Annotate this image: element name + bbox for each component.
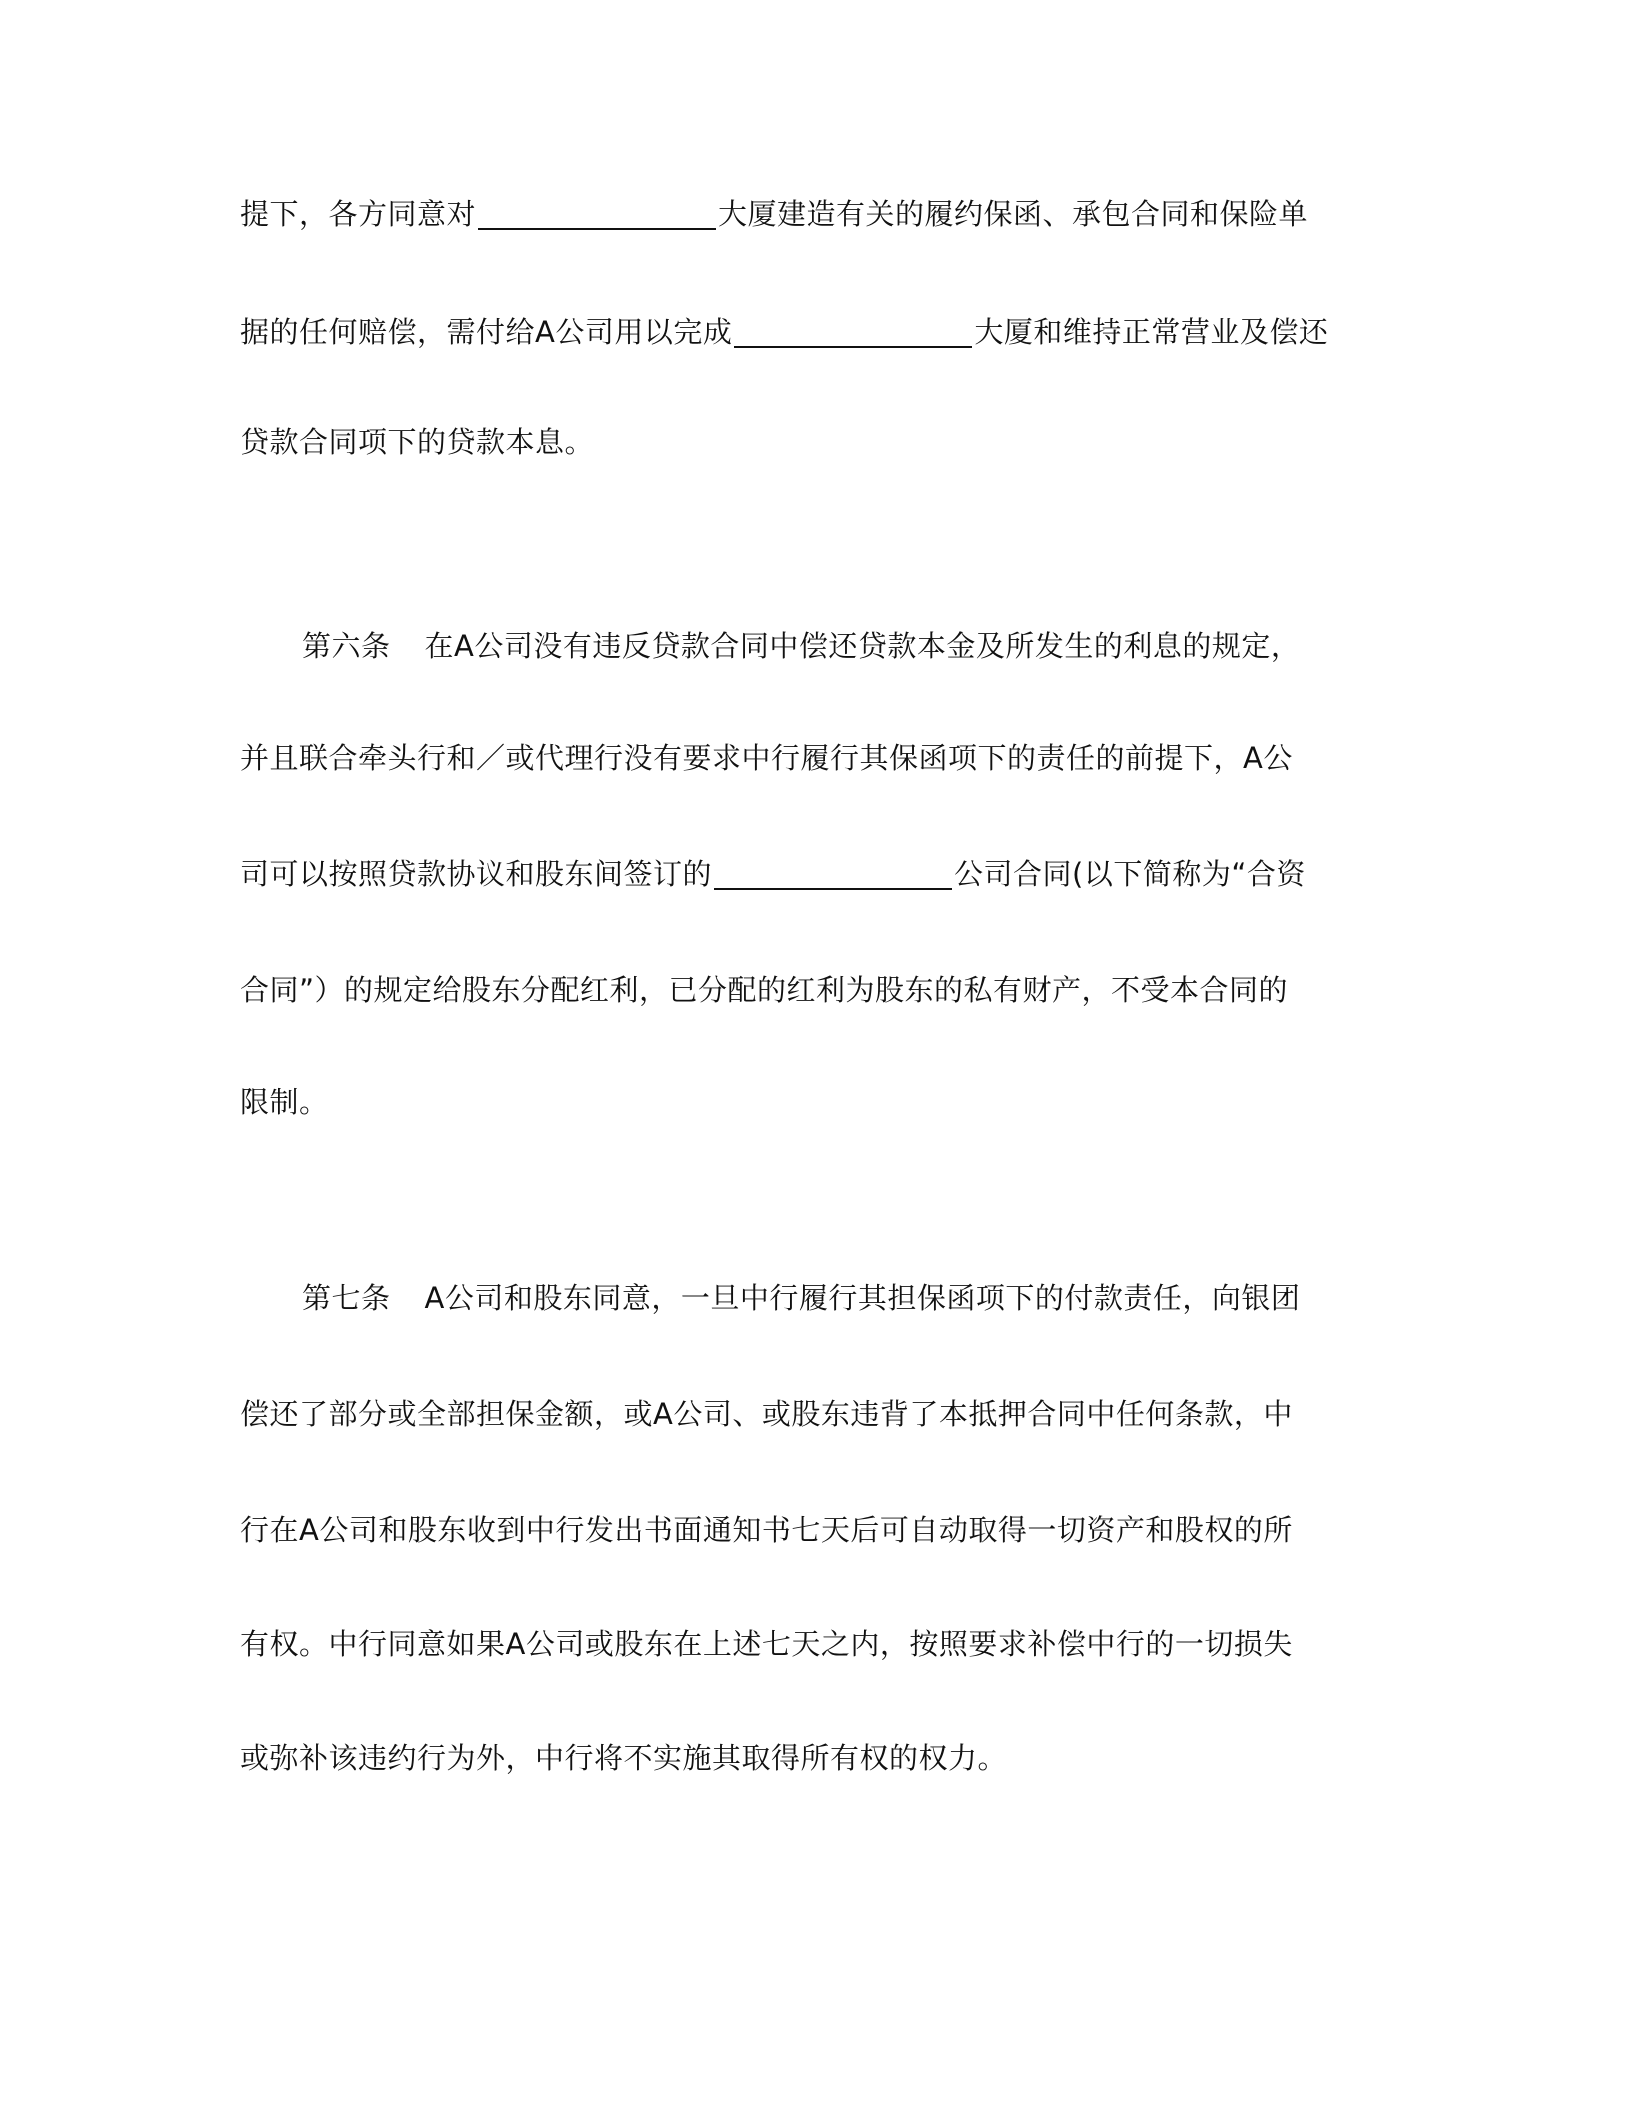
article7-line-4: 有权。中行同意如果A公司或股东在上述七天之内，按照要求补偿中行的一切损失	[240, 1627, 1293, 1661]
article6-line-5: 限制。	[240, 1085, 329, 1119]
article7-line-1	[302, 1268, 1300, 1328]
article5-line-1-text-a: 提下，各方同意对	[240, 197, 477, 231]
article5-line-1	[240, 184, 1308, 244]
article5-line-1-text-b: 大厦建造有关的履约保函、承包合同和保险单	[718, 197, 1309, 231]
article6-line-3-text-b: 公司合同(以下简称为“合资	[954, 857, 1306, 891]
article6-line-3-text-a: 司可以按照贷款协议和股东间签订的	[240, 857, 713, 891]
article7-line-5: 或弥补该违约行为外，中行将不实施其取得所有权的权力。	[240, 1741, 1008, 1775]
article6-line-2: 并且联合牵头行和／或代理行没有要求中行履行其保函项下的责任的前提下，A公	[240, 741, 1293, 775]
article6-line-1-text: 在A公司没有违反贷款合同中偿还贷款本金及所发生的利息的规定，	[424, 629, 1301, 663]
article7-line-2: 偿还了部分或全部担保金额，或A公司、或股东违背了本抵押合同中任何条款，中	[240, 1397, 1293, 1431]
article6-number: 第六条	[302, 629, 391, 663]
article7-number: 第七条	[302, 1281, 391, 1315]
article7-line-1-text: A公司和股东同意，一旦中行履行其担保函项下的付款责任，向银团	[424, 1281, 1301, 1315]
fill-in-blank	[478, 192, 716, 230]
article6-line-3	[240, 844, 1306, 904]
article5-line-2-text-b: 大厦和维持正常营业及偿还	[974, 315, 1329, 349]
article6-line-4: 合同”）的规定给股东分配红利，已分配的红利为股东的私有财产，不受本合同的	[240, 973, 1289, 1007]
fill-in-blank	[714, 852, 952, 890]
article5-line-3: 贷款合同项下的贷款本息。	[240, 425, 595, 459]
article7-line-3: 行在A公司和股东收到中行发出书面通知书七天后可自动取得一切资产和股权的所	[240, 1513, 1293, 1547]
article5-line-2-text-a: 据的任何赔偿，需付给A公司用以完成	[240, 315, 733, 349]
article5-line-2	[240, 302, 1328, 362]
article6-line-1	[302, 616, 1300, 676]
fill-in-blank	[734, 310, 972, 348]
